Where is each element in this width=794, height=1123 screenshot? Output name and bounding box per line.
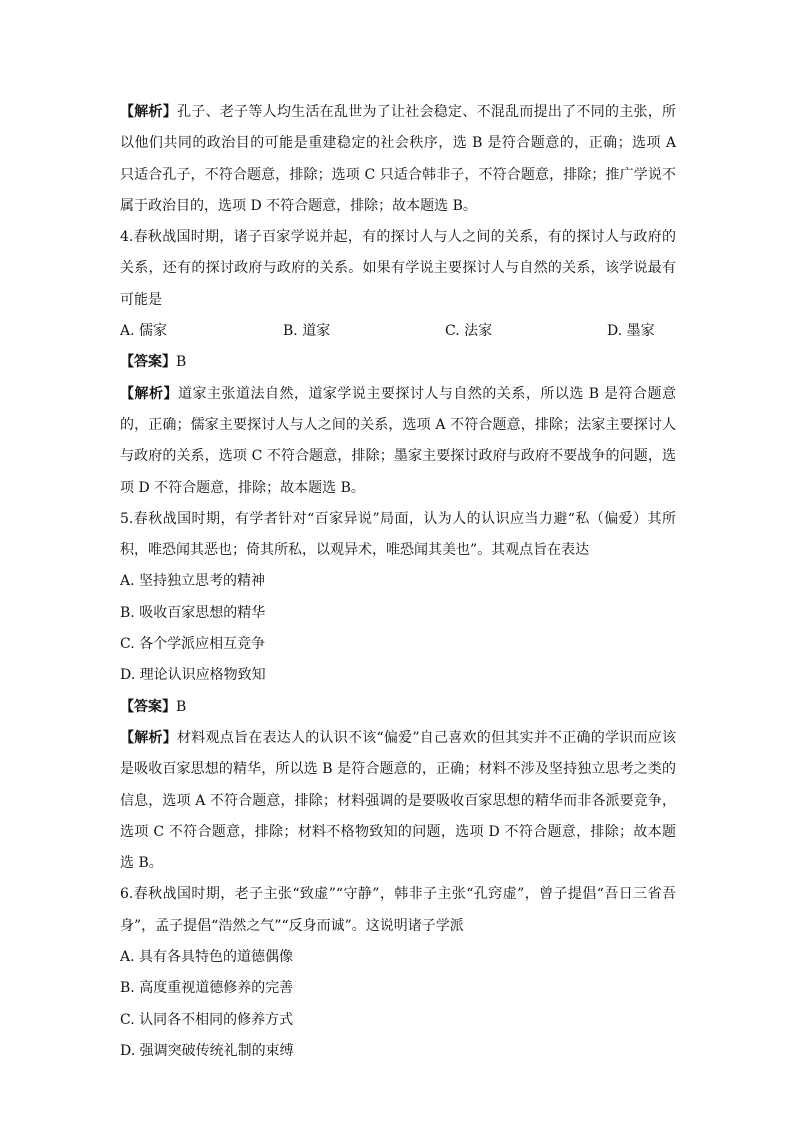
q5-answer-value: B [176, 698, 187, 715]
q4-question: 4.春秋战国时期，诸子百家学说并起，有的探讨人与人之间的关系，有的探讨人与政府的关系，还有的探讨政府与政府的关系。如果有学说主要探讨人与自然的关系，该学说最有可能是 [120, 229, 676, 308]
q5-option-d: D. 理论认识应格物致知 [120, 667, 266, 684]
q4-analysis [120, 379, 676, 504]
analysis-label: 【解析】 [120, 729, 177, 746]
q4-options [120, 316, 676, 347]
q6-option-a: A. 具有各具特色的道德偶像 [120, 949, 294, 966]
q5-answer [120, 692, 676, 723]
q5-analysis-text: 材料观点旨在表达人的认识不该“偏爱”自己喜欢的但其实并不正确的学识而应该是吸收百家思想的精华，所以选 B 是符合题意的，正确；材料不涉及坚持独立思考之类的信息，选项 A 不符合题意，排除；材料强调的是要吸收百家思想的精华而非各派要竞争，选项 C 不符合题意，排除；材料不格物致知的问题，选项 D 不符合题意，排除；故本题选 B。 [120, 729, 677, 872]
q4-answer [120, 347, 676, 378]
q4-option-c: C. 法家 [445, 323, 493, 340]
analysis-label: 【解析】 [120, 104, 178, 120]
q4-option-d: D. 墨家 [607, 323, 655, 340]
q5-question: 5.春秋战国时期，有学者针对“百家异说”局面，认为人的认识应当力避“私（偏爱）其所积，唯恐闻其恶也；倚其所私，以观异术，唯恐闻其美也”。其观点旨在表达 [120, 510, 676, 559]
q4-option-b: B. 道家 [283, 323, 331, 340]
q3-analysis-text: 孔子、老子等人均生活在乱世为了让社会稳定、不混乱而提出了不同的主张，所以他们共同的政治目的可能是重建稳定的社会秩序，选 B 是符合题意的，正确；选项 A 只适合孔子，不符合题意，排除；选项 C 只适合韩非子，不符合题意，排除；推广学说不属于政治目的，选项 D 不符合题意，排除；故本题选 B。 [120, 104, 677, 214]
q5-option-c: C. 各个学派应相互竞争 [120, 636, 266, 653]
q4-analysis-text: 道家主张道法自然，道家学说主要探讨人与自然的关系，所以选 B 是符合题意的，正确；儒家主要探讨人与人之间的关系，选项 A 不符合题意，排除；法家主要探讨人与政府的关系，选项 C 不符合题意，排除；墨家主要探讨政府与政府不要战争的问题，选项 D 不符合题意，排除；故本题选 B。 [120, 385, 677, 496]
answer-label: 【答案】 [120, 698, 176, 715]
q5-option-b: B. 吸收百家思想的精华 [120, 604, 266, 621]
q5-analysis [120, 723, 676, 879]
document-page [120, 97, 676, 1067]
q6-question: 6.春秋战国时期，老子主张“致虚”“守静”，韩非子主张“孔窍虚”，曾子提倡“吾日三省吾身”，孟子提倡“浩然之气”“反身而诚”。这说明诸子学派 [120, 886, 676, 934]
q6-option-b: B. 高度重视道德修养的完善 [120, 980, 294, 997]
q6-option-d: D. 强调突破传统礼制的束缚 [120, 1042, 294, 1059]
q5-option-a: A. 坚持独立思考的精神 [120, 573, 266, 590]
q3-analysis [120, 97, 676, 222]
q4-answer-value: B [176, 354, 187, 371]
q6-option-c: C. 认同各不相同的修养方式 [120, 1011, 294, 1028]
analysis-label: 【解析】 [120, 385, 178, 402]
answer-label: 【答案】 [120, 354, 176, 371]
q4-option-a: A. 儒家 [120, 323, 168, 340]
